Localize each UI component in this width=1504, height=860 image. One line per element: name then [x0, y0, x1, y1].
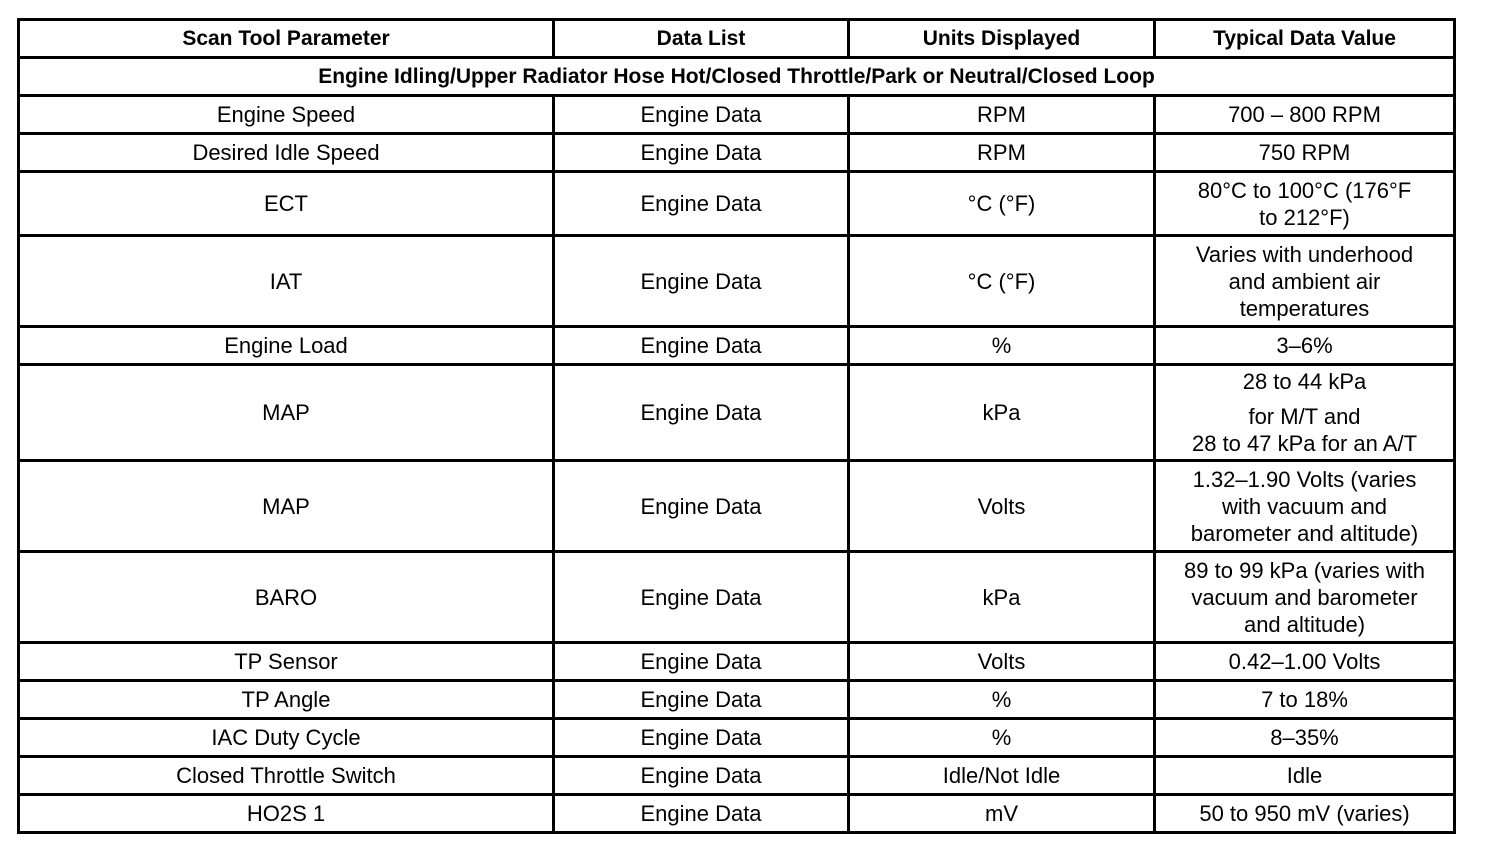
data-list-cell: Engine Data	[554, 643, 849, 681]
parameter-cell: Desired Idle Speed	[19, 134, 554, 172]
typical-value-cell	[1155, 757, 1455, 795]
value-line: Idle	[1286, 763, 1323, 788]
table-row	[19, 327, 1455, 365]
table-row	[19, 795, 1455, 833]
condition-row	[19, 58, 1455, 96]
typical-value-cell	[1155, 236, 1455, 327]
value-line: 750 RPM	[1258, 140, 1351, 165]
typical-value-cell	[1155, 365, 1455, 461]
units-cell: Volts	[849, 643, 1155, 681]
value-line: with vacuum and	[1221, 493, 1388, 519]
data-list-cell: Engine Data	[554, 236, 849, 327]
value-line: 700 – 800 RPM	[1228, 102, 1381, 127]
typical-value-cell	[1155, 795, 1455, 833]
value-line: 0.42–1.00 Volts	[1228, 649, 1381, 674]
table-row	[19, 365, 1455, 461]
value-line: 7 to 18%	[1261, 687, 1348, 712]
table-row	[19, 96, 1455, 134]
operating-condition: Engine Idling/Upper Radiator Hose Hot/Closed Throttle/Park or Neutral/Closed Loop	[19, 58, 1455, 96]
typical-value-cell	[1155, 134, 1455, 172]
value-line: to 212°F)	[1259, 204, 1350, 230]
table-row	[19, 643, 1455, 681]
units-cell: mV	[849, 795, 1155, 833]
units-cell: kPa	[849, 365, 1155, 461]
value-line: barometer and altitude)	[1190, 520, 1419, 546]
typical-value-cell	[1155, 552, 1455, 643]
data-list-cell: Engine Data	[554, 365, 849, 461]
parameter-cell: IAT	[19, 236, 554, 327]
units-cell: %	[849, 681, 1155, 719]
parameter-cell: TP Sensor	[19, 643, 554, 681]
data-list-cell: Engine Data	[554, 461, 849, 552]
value-line: 1.32–1.90 Volts (varies	[1192, 466, 1417, 492]
typical-value-cell	[1155, 643, 1455, 681]
value-line: for M/T and	[1248, 404, 1361, 429]
value-line: and ambient air	[1228, 268, 1381, 294]
table-row	[19, 719, 1455, 757]
table-header-row	[19, 20, 1455, 58]
data-list-cell: Engine Data	[554, 134, 849, 172]
units-cell: RPM	[849, 96, 1155, 134]
value-line: vacuum and barometer	[1191, 584, 1418, 610]
data-list-cell: Engine Data	[554, 552, 849, 643]
header-scan-tool-parameter: Scan Tool Parameter	[19, 20, 554, 58]
typical-value-cell	[1155, 681, 1455, 719]
value-line: temperatures	[1239, 295, 1370, 321]
header-typical-data-value: Typical Data Value	[1155, 20, 1455, 58]
parameter-cell: MAP	[19, 365, 554, 461]
table-row	[19, 236, 1455, 327]
table-row	[19, 757, 1455, 795]
value-line: 28 to 47 kPa for an A/T	[1191, 431, 1418, 456]
data-list-cell: Engine Data	[554, 172, 849, 236]
parameter-cell: MAP	[19, 461, 554, 552]
data-list-cell: Engine Data	[554, 327, 849, 365]
scan-tool-data-table	[17, 18, 1456, 834]
scan-tool-data-table-wrapper	[17, 18, 1456, 834]
value-line: 80°C to 100°C (176°F	[1197, 177, 1412, 203]
parameter-cell: Engine Speed	[19, 96, 554, 134]
units-cell: RPM	[849, 134, 1155, 172]
value-line: 3–6%	[1276, 333, 1333, 358]
parameter-cell: ECT	[19, 172, 554, 236]
parameter-cell: Closed Throttle Switch	[19, 757, 554, 795]
parameter-cell: TP Angle	[19, 681, 554, 719]
units-cell: %	[849, 327, 1155, 365]
value-line: 50 to 950 mV (varies)	[1199, 801, 1410, 826]
table-row	[19, 552, 1455, 643]
units-cell: °C (°F)	[849, 236, 1155, 327]
table-row	[19, 461, 1455, 552]
data-list-cell: Engine Data	[554, 795, 849, 833]
data-list-cell: Engine Data	[554, 719, 849, 757]
header-data-list: Data List	[554, 20, 849, 58]
typical-value-cell	[1155, 172, 1455, 236]
value-line: 89 to 99 kPa (varies with	[1184, 557, 1425, 583]
parameter-cell: HO2S 1	[19, 795, 554, 833]
parameter-cell: BARO	[19, 552, 554, 643]
value-line: and altitude)	[1243, 611, 1366, 637]
value-line: 28 to 44 kPa	[1242, 369, 1367, 394]
data-list-cell: Engine Data	[554, 96, 849, 134]
header-units-displayed: Units Displayed	[849, 20, 1155, 58]
typical-value-cell	[1155, 461, 1455, 552]
parameter-cell: Engine Load	[19, 327, 554, 365]
units-cell: Idle/Not Idle	[849, 757, 1155, 795]
table-row	[19, 172, 1455, 236]
units-cell: Volts	[849, 461, 1155, 552]
units-cell: °C (°F)	[849, 172, 1155, 236]
units-cell: %	[849, 719, 1155, 757]
value-line: 8–35%	[1270, 725, 1339, 750]
value-line: Varies with underhood	[1195, 241, 1414, 267]
data-list-cell: Engine Data	[554, 757, 849, 795]
typical-value-cell	[1155, 327, 1455, 365]
data-list-cell: Engine Data	[554, 681, 849, 719]
typical-value-cell	[1155, 719, 1455, 757]
table-row	[19, 134, 1455, 172]
parameter-cell: IAC Duty Cycle	[19, 719, 554, 757]
typical-value-cell	[1155, 96, 1455, 134]
units-cell: kPa	[849, 552, 1155, 643]
table-row	[19, 681, 1455, 719]
